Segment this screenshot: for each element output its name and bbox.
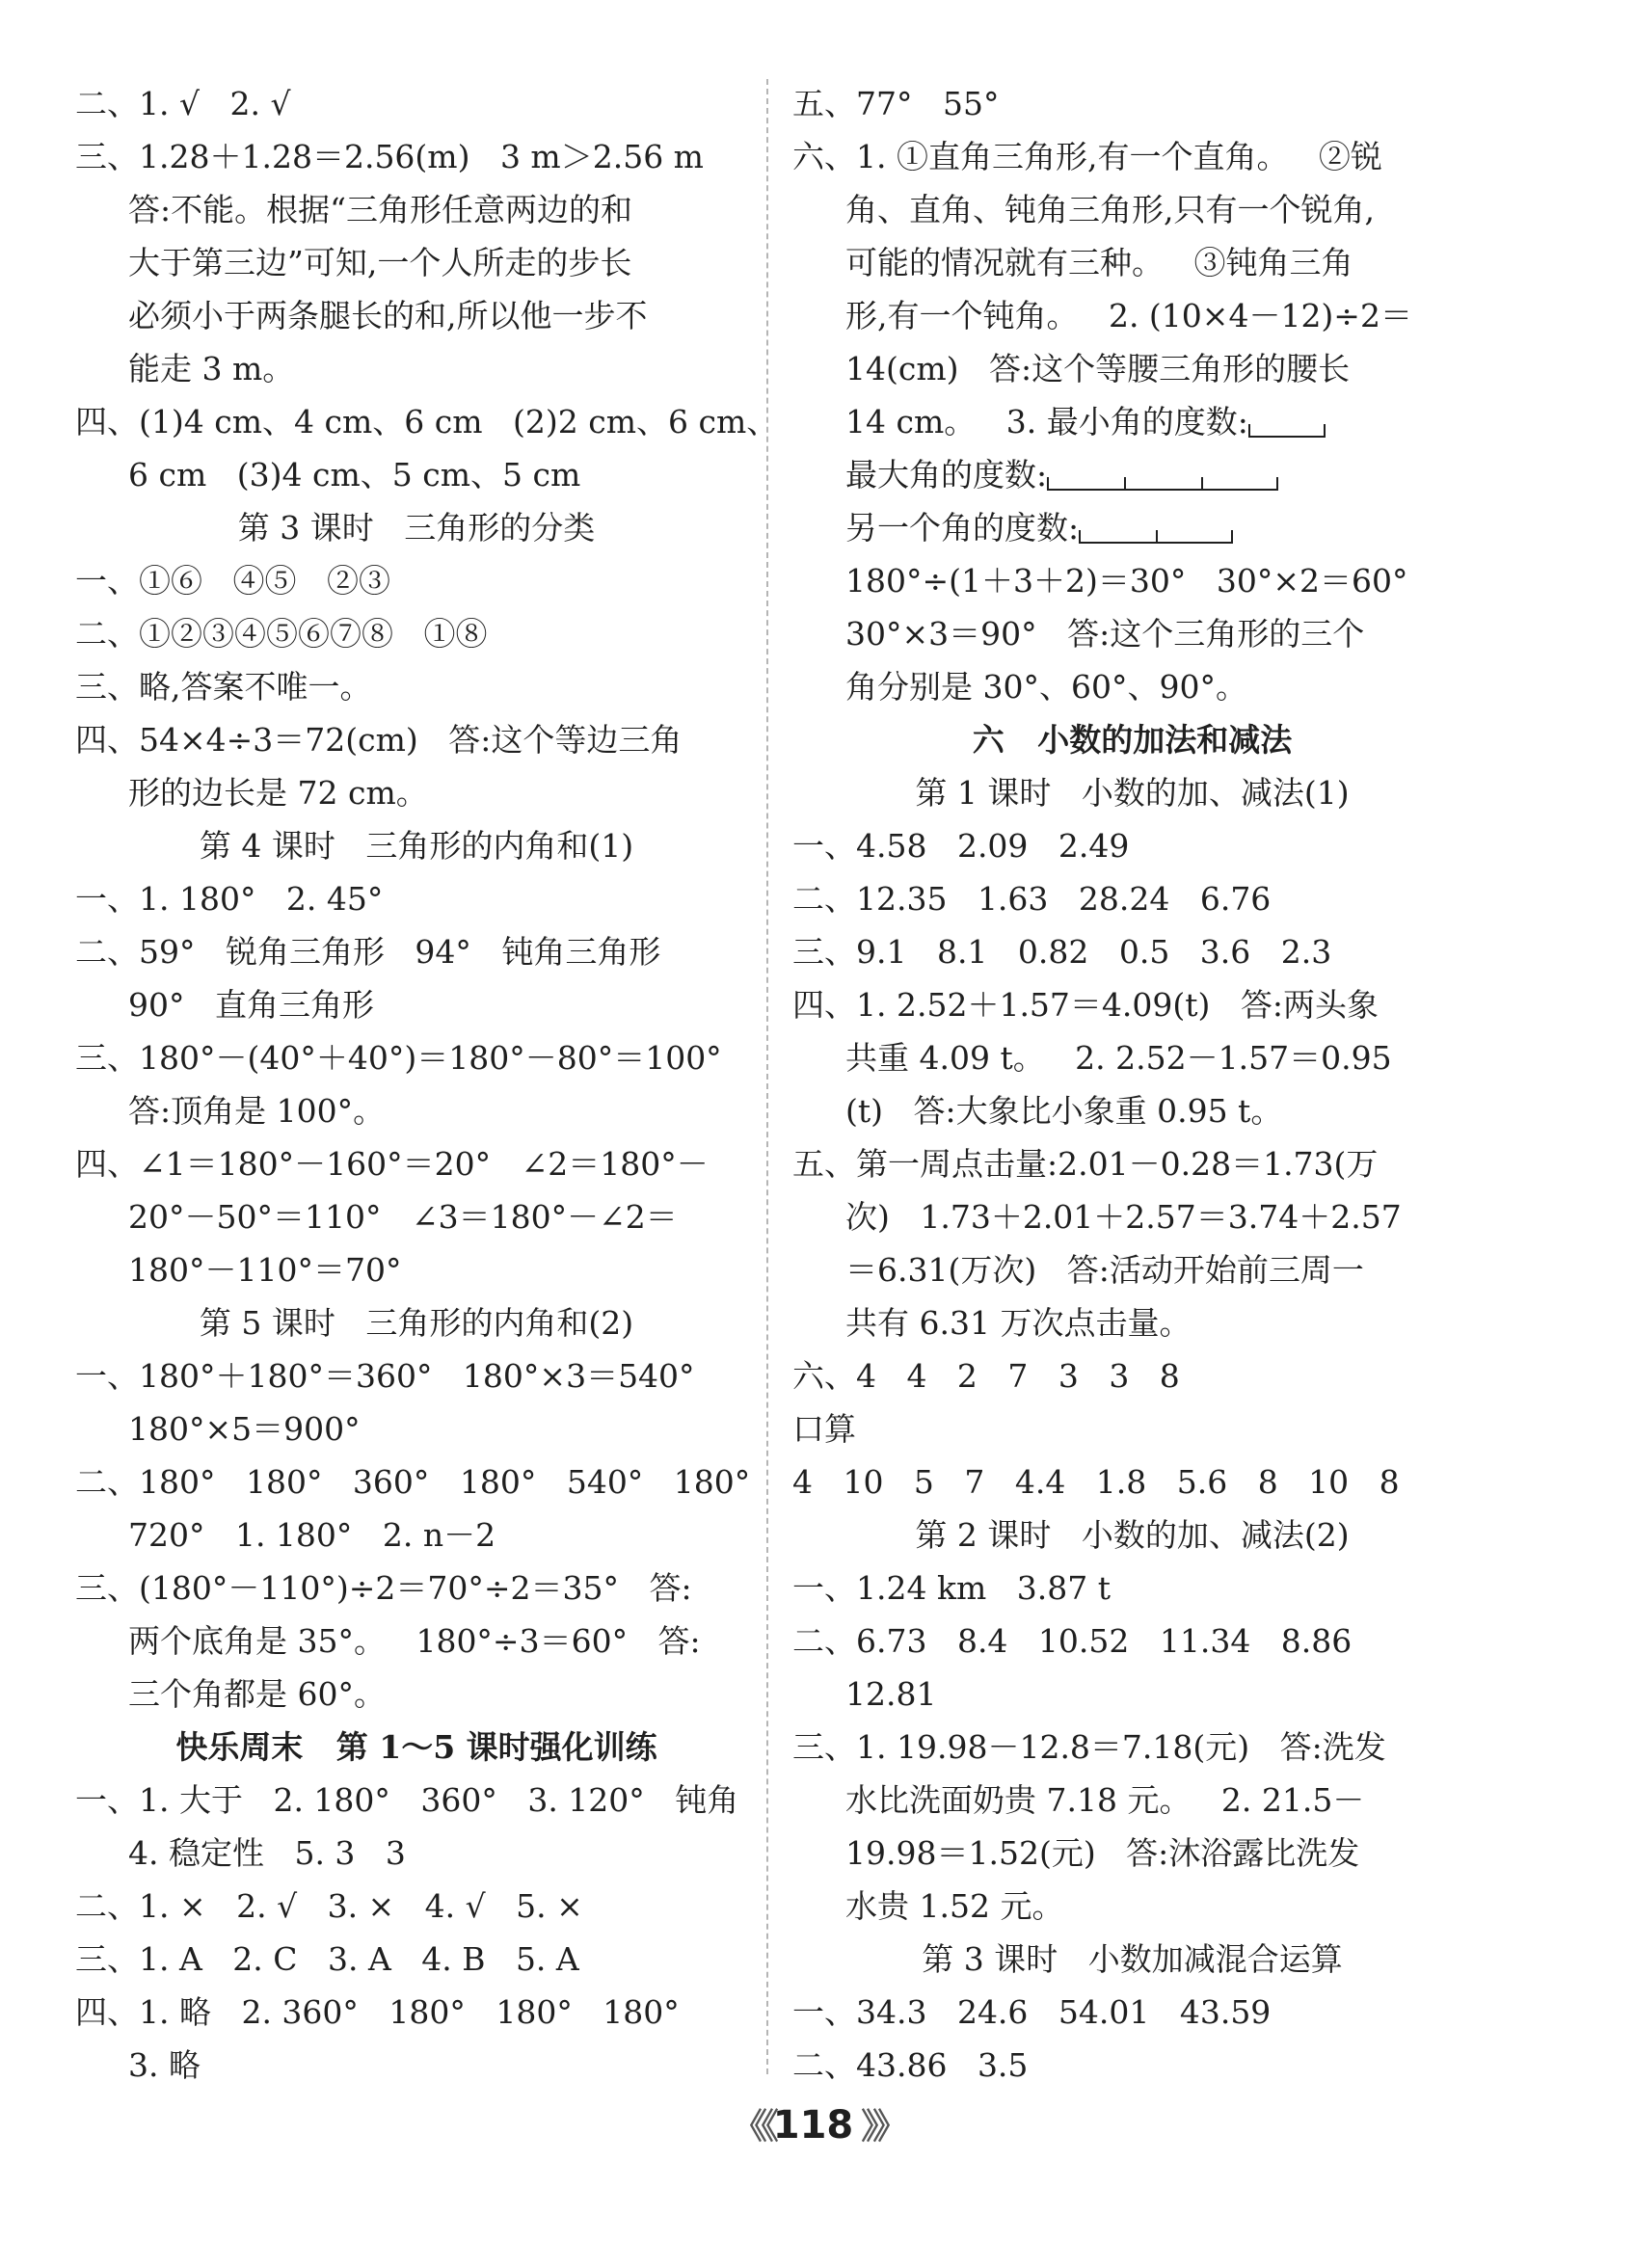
answer-line bbox=[792, 1561, 1472, 1614]
answer-line bbox=[792, 289, 1472, 342]
answer-line bbox=[792, 1137, 1472, 1190]
segment-tick bbox=[1201, 477, 1203, 491]
answer-text: 共重 4.09 t。 2. 2.52－1.57＝0.95 bbox=[845, 1039, 1392, 1077]
answer-text: 一、①⑥ ④⑤ ②③ bbox=[75, 562, 390, 600]
segment-tick bbox=[1156, 530, 1158, 544]
answer-text: 四、54×4÷3＝72(cm) 答:这个等边三角 bbox=[75, 721, 683, 759]
answer-text: 12.81 bbox=[845, 1675, 937, 1713]
segment-tick bbox=[1248, 424, 1250, 438]
segment-diagram bbox=[1248, 411, 1326, 438]
answer-text: 三、1.28＋1.28＝2.56(m) 3 m＞2.56 m bbox=[75, 138, 704, 175]
segment-diagram bbox=[1047, 464, 1278, 491]
answer-line bbox=[75, 1827, 758, 1880]
answer-line bbox=[792, 1296, 1472, 1349]
answer-line bbox=[75, 342, 758, 395]
column-divider bbox=[766, 79, 768, 2074]
section-heading bbox=[75, 819, 758, 872]
answer-text: 二、43.86 3.5 bbox=[792, 2046, 1029, 2084]
answer-line bbox=[75, 236, 758, 289]
answer-text: 可能的情况就有三种。 ③钝角三角 bbox=[845, 244, 1353, 281]
answer-line bbox=[792, 1455, 1472, 1508]
answer-text: 二、1. √ 2. √ bbox=[75, 85, 291, 122]
answer-text: 两个底角是 35°。 180°÷3＝60° 答: bbox=[128, 1622, 701, 1660]
answer-line bbox=[75, 1986, 758, 2039]
answer-text: 答:不能。根据“三角形任意两边的和 bbox=[128, 191, 632, 228]
answer-line bbox=[75, 1668, 758, 1721]
answer-line bbox=[75, 1402, 758, 1455]
answer-line bbox=[792, 1190, 1472, 1243]
answer-text: 形,有一个钝角。 2. (10×4－12)÷2＝ bbox=[845, 297, 1412, 334]
answer-text: 第 3 课时 小数加减混合运算 bbox=[922, 1940, 1343, 1978]
left-column bbox=[75, 77, 779, 2092]
answer-line bbox=[792, 1402, 1472, 1455]
answer-text: 四、1. 略 2. 360° 180° 180° 180° bbox=[75, 1993, 680, 2031]
answer-text: 四、∠1＝180°－160°＝20° ∠2＝180°－ bbox=[75, 1145, 709, 1183]
answer-line bbox=[75, 1561, 758, 1614]
answer-line bbox=[792, 925, 1472, 978]
answer-line bbox=[75, 607, 758, 660]
answer-line bbox=[75, 1031, 758, 1084]
answer-text: 19.98＝1.52(元) 答:沐浴露比洗发 bbox=[845, 1834, 1360, 1872]
answer-line bbox=[792, 2039, 1472, 2092]
page-number: 118 bbox=[772, 2103, 854, 2148]
answer-line bbox=[75, 1880, 758, 1933]
answer-text: 三、(180°－110°)÷2＝70°÷2＝35° 答: bbox=[75, 1569, 692, 1607]
right-column bbox=[792, 77, 1472, 2092]
answer-text: 二、12.35 1.63 28.24 6.76 bbox=[792, 880, 1272, 918]
answer-line bbox=[75, 660, 758, 713]
answer-text: 三、1. A 2. C 3. A 4. B 5. A bbox=[75, 1940, 579, 1978]
answer-text: 第 1 课时 小数的加、减法(1) bbox=[915, 774, 1350, 812]
answer-line bbox=[792, 1986, 1472, 2039]
answer-line bbox=[792, 1349, 1472, 1402]
segment-tick bbox=[1324, 424, 1326, 438]
answer-text: 必须小于两条腿长的和,所以他一步不 bbox=[128, 297, 648, 334]
answer-text: 4. 稳定性 5. 3 3 bbox=[128, 1834, 406, 1872]
answer-line bbox=[792, 660, 1472, 713]
segment-tick bbox=[1276, 477, 1278, 491]
answer-text: 三、180°－(40°＋40°)＝180°－80°＝100° bbox=[75, 1039, 722, 1077]
answer-text: 一、34.3 24.6 54.01 43.59 bbox=[792, 1993, 1272, 2031]
answer-text: 三、1. 19.98－12.8＝7.18(元) 答:洗发 bbox=[792, 1728, 1386, 1766]
answer-text: 90° 直角三角形 bbox=[128, 986, 374, 1024]
answer-line bbox=[75, 766, 758, 819]
answer-line bbox=[75, 925, 758, 978]
answer-text: 一、1. 180° 2. 45° bbox=[75, 880, 384, 918]
answer-line bbox=[75, 1084, 758, 1137]
answer-line bbox=[75, 978, 758, 1031]
answer-line bbox=[792, 448, 1472, 501]
answer-text: 三、9.1 8.1 0.82 0.5 3.6 2.3 bbox=[792, 933, 1332, 971]
answer-line bbox=[792, 77, 1472, 130]
answer-text: 水贵 1.52 元。 bbox=[845, 1887, 1064, 1925]
section-heading bbox=[792, 713, 1472, 766]
answer-line bbox=[792, 1880, 1472, 1933]
answer-line bbox=[75, 872, 758, 925]
answer-text: 形的边长是 72 cm。 bbox=[128, 774, 428, 812]
answer-text: 30°×3＝90° 答:这个三角形的三个 bbox=[845, 615, 1365, 653]
answer-text: 角、直角、钝角三角形,只有一个锐角, bbox=[845, 191, 1375, 228]
answer-line bbox=[75, 2039, 758, 2092]
answer-text: 快乐周末 第 1～5 课时强化训练 bbox=[175, 1728, 657, 1766]
answer-text: 角分别是 30°、60°、90°。 bbox=[845, 668, 1247, 706]
answer-text: 一、4.58 2.09 2.49 bbox=[792, 827, 1130, 865]
answer-line bbox=[792, 1774, 1472, 1827]
answer-text: 五、第一周点击量:2.01－0.28＝1.73(万 bbox=[792, 1145, 1379, 1183]
answer-line bbox=[792, 342, 1472, 395]
answer-text: 一、1.24 km 3.87 t bbox=[792, 1569, 1111, 1607]
answer-text: 3. 略 bbox=[128, 2046, 201, 2084]
answer-line bbox=[75, 1774, 758, 1827]
answer-text: 口算 bbox=[792, 1410, 856, 1448]
answer-line bbox=[792, 554, 1472, 607]
answer-text: (t) 答:大象比小象重 0.95 t。 bbox=[845, 1092, 1283, 1130]
answer-line bbox=[75, 713, 758, 766]
answer-text: 水比洗面奶贵 7.18 元。 2. 21.5－ bbox=[845, 1781, 1365, 1819]
answer-line bbox=[75, 1933, 758, 1986]
answer-line bbox=[75, 1190, 758, 1243]
answer-line bbox=[792, 1031, 1472, 1084]
answer-line bbox=[75, 1614, 758, 1668]
answer-text: 大于第三边”可知,一个人所走的步长 bbox=[128, 244, 632, 281]
answer-line bbox=[75, 1508, 758, 1561]
answer-text: 6 cm (3)4 cm、5 cm、5 cm bbox=[128, 456, 581, 494]
answer-text: 答:顶角是 100°。 bbox=[128, 1092, 386, 1130]
segment-tick bbox=[1047, 477, 1049, 491]
answer-line bbox=[75, 183, 758, 236]
section-heading bbox=[792, 1933, 1472, 1986]
answer-text: 另一个角的度数: bbox=[845, 509, 1080, 547]
answer-line bbox=[792, 130, 1472, 183]
answer-text: 二、6.73 8.4 10.52 11.34 8.86 bbox=[792, 1622, 1353, 1660]
answer-line bbox=[792, 1243, 1472, 1296]
answer-line bbox=[75, 395, 779, 448]
answer-text: 14 cm。 3. 最小角的度数: bbox=[845, 403, 1248, 440]
answer-text: 180°×5＝900° bbox=[128, 1410, 361, 1448]
answer-line bbox=[792, 1614, 1472, 1668]
segment-tick bbox=[1079, 530, 1081, 544]
answer-line bbox=[75, 1243, 758, 1296]
right-decoration-icon: 》》 bbox=[861, 2107, 902, 2147]
answer-text: 第 4 课时 三角形的内角和(1) bbox=[199, 827, 634, 865]
answer-text: 第 2 课时 小数的加、减法(2) bbox=[915, 1516, 1350, 1554]
answer-text: 四、(1)4 cm、4 cm、6 cm (2)2 cm、6 cm、 bbox=[75, 403, 779, 440]
answer-text: 四、1. 2.52＋1.57＝4.09(t) 答:两头象 bbox=[792, 986, 1380, 1024]
page-number-footer bbox=[0, 2099, 1634, 2148]
answer-line bbox=[75, 554, 758, 607]
answer-line bbox=[75, 1349, 758, 1402]
answer-text: 最大角的度数: bbox=[845, 456, 1048, 494]
answer-text: 三个角都是 60°。 bbox=[128, 1675, 386, 1713]
answer-text: 能走 3 m。 bbox=[128, 350, 295, 387]
answer-text: ＝6.31(万次) 答:活动开始前三周一 bbox=[845, 1251, 1364, 1289]
answer-line bbox=[792, 1827, 1472, 1880]
answer-line bbox=[792, 872, 1472, 925]
answer-line bbox=[792, 501, 1472, 554]
answer-text: 720° 1. 180° 2. n－2 bbox=[128, 1516, 496, 1554]
answer-text: 五、77° 55° bbox=[792, 85, 1000, 122]
segment-diagram bbox=[1079, 517, 1233, 544]
answer-line bbox=[792, 1084, 1472, 1137]
answer-text: 三、略,答案不唯一。 bbox=[75, 668, 372, 706]
section-heading bbox=[75, 1721, 758, 1774]
answer-text: 180°÷(1＋3＋2)＝30° 30°×2＝60° bbox=[845, 562, 1408, 600]
answer-line bbox=[75, 289, 758, 342]
answer-text: 一、180°＋180°＝360° 180°×3＝540° bbox=[75, 1357, 695, 1395]
answer-line bbox=[792, 978, 1472, 1031]
answer-text: 14(cm) 答:这个等腰三角形的腰长 bbox=[845, 350, 1351, 387]
answer-line bbox=[792, 236, 1472, 289]
answer-text: 4 10 5 7 4.4 1.8 5.6 8 10 8 bbox=[792, 1463, 1400, 1501]
answer-line bbox=[792, 1721, 1472, 1774]
answer-text: 二、59° 锐角三角形 94° 钝角三角形 bbox=[75, 933, 661, 971]
answer-text: 第 5 课时 三角形的内角和(2) bbox=[199, 1304, 634, 1342]
answer-line bbox=[792, 395, 1472, 448]
answer-text: 二、1. × 2. √ 3. × 4. √ 5. × bbox=[75, 1887, 583, 1925]
answer-line bbox=[792, 819, 1472, 872]
answer-line bbox=[75, 130, 758, 183]
section-heading bbox=[792, 766, 1472, 819]
answer-line bbox=[75, 448, 758, 501]
answer-line bbox=[792, 607, 1472, 660]
answer-text: 六 小数的加法和减法 bbox=[972, 721, 1293, 759]
answer-text: 20°－50°＝110° ∠3＝180°－∠2＝ bbox=[128, 1198, 678, 1236]
answer-text: 次) 1.73＋2.01＋2.57＝3.74＋2.57 bbox=[845, 1198, 1402, 1236]
answer-text: 六、4 4 2 7 3 3 8 bbox=[792, 1357, 1180, 1395]
answer-line bbox=[75, 1137, 758, 1190]
answer-text: 共有 6.31 万次点击量。 bbox=[845, 1304, 1192, 1342]
answer-line bbox=[75, 77, 758, 130]
answer-text: 180°－110°＝70° bbox=[128, 1251, 402, 1289]
section-heading bbox=[75, 1296, 758, 1349]
answer-line bbox=[75, 1455, 758, 1508]
answer-text: 第 3 课时 三角形的分类 bbox=[237, 509, 596, 547]
left-decoration-icon: 《《 bbox=[732, 2107, 773, 2147]
answer-text: 二、①②③④⑤⑥⑦⑧ ①⑧ bbox=[75, 615, 488, 653]
answer-line bbox=[792, 1668, 1472, 1721]
section-heading bbox=[75, 501, 758, 554]
answer-text: 一、1. 大于 2. 180° 360° 3. 120° 钝角 bbox=[75, 1781, 739, 1819]
segment-tick bbox=[1124, 477, 1126, 491]
segment-tick bbox=[1231, 530, 1233, 544]
answer-text: 六、1. ①直角三角形,有一个直角。 ②锐 bbox=[792, 138, 1382, 175]
section-heading bbox=[792, 1508, 1472, 1561]
answer-line bbox=[792, 183, 1472, 236]
answer-text: 二、180° 180° 360° 180° 540° 180° bbox=[75, 1463, 751, 1501]
